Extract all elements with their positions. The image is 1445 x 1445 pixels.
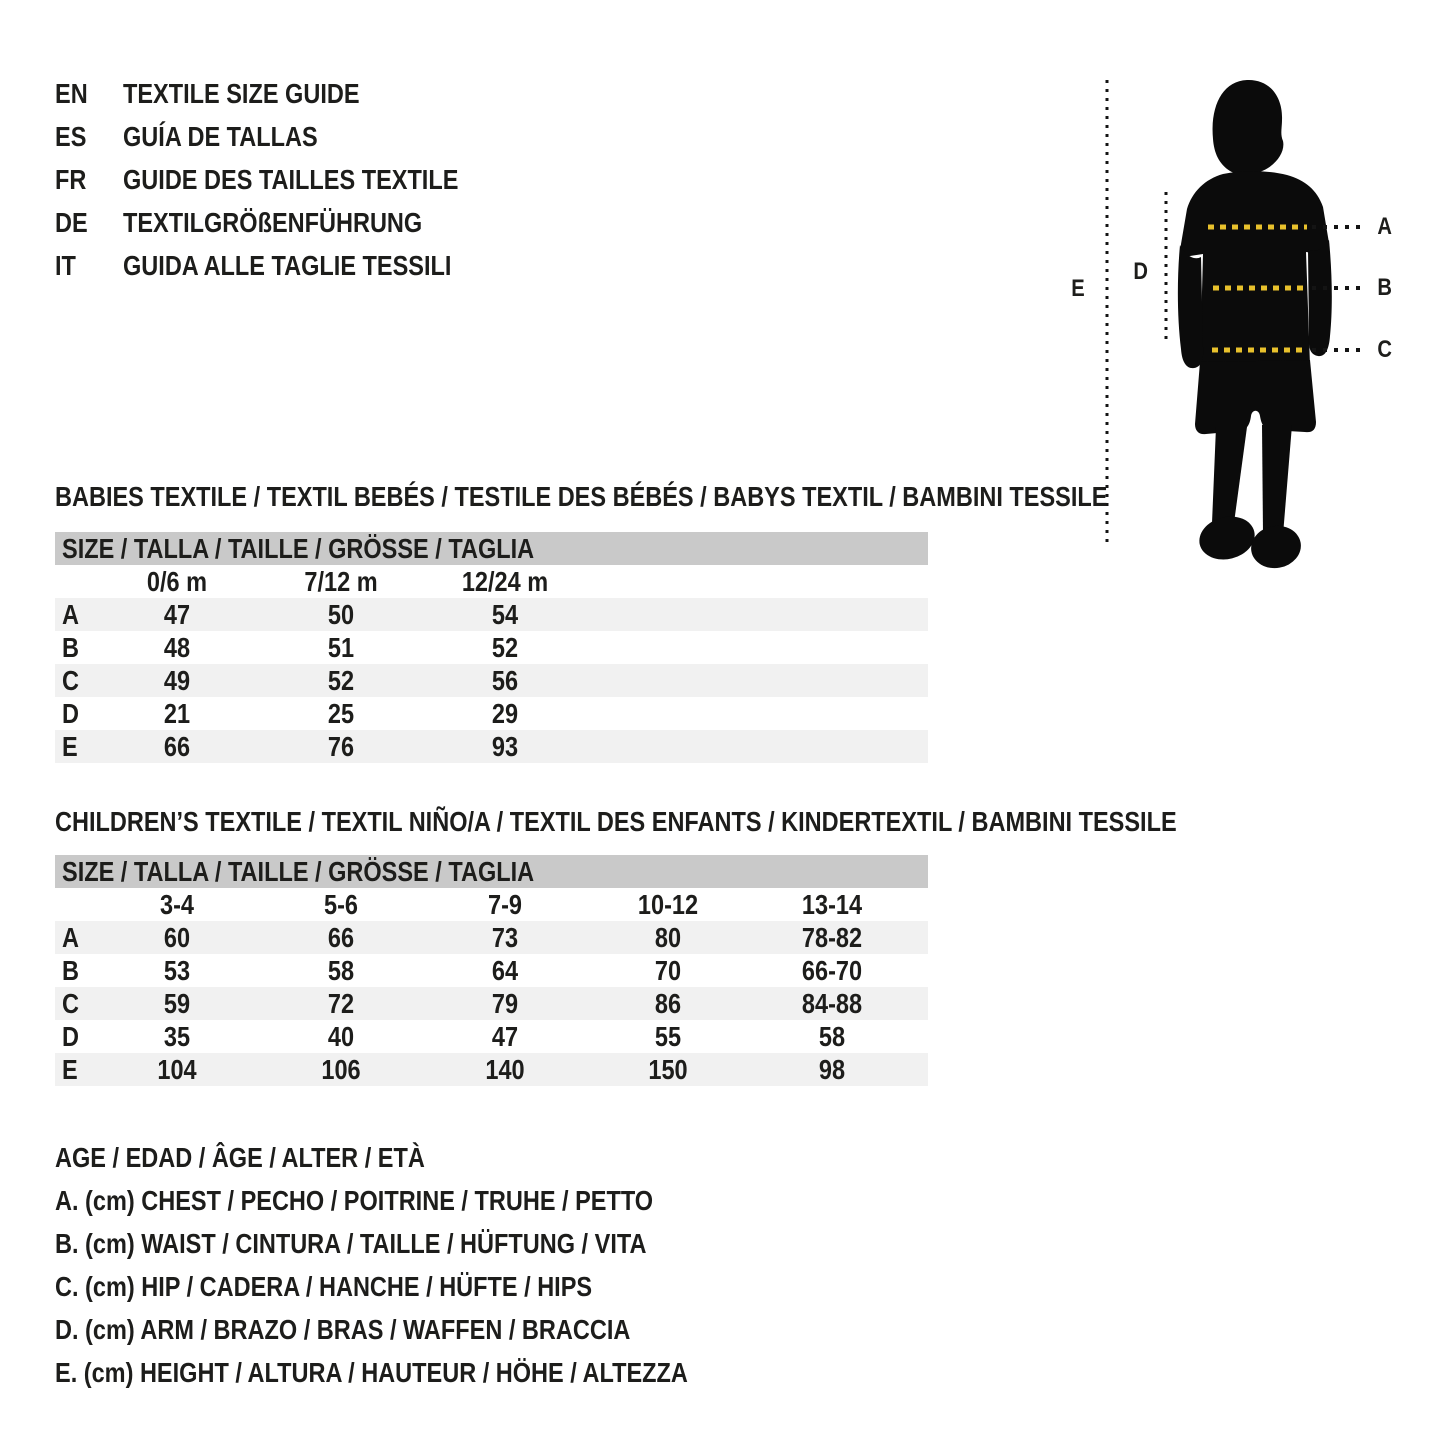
row-label: D xyxy=(62,698,79,729)
table-cell: 58 xyxy=(818,1021,846,1052)
child-right-arm xyxy=(1308,240,1332,356)
table-cell: 58 xyxy=(327,955,355,986)
legend-text: AGE / EDAD / ÂGE / ALTER / ETÀ xyxy=(55,1142,425,1173)
table-cell: 60 xyxy=(163,922,191,953)
table-row xyxy=(55,921,928,954)
table-cell: 98 xyxy=(818,1054,846,1085)
size-header-band xyxy=(55,855,928,888)
row-label: A xyxy=(62,599,79,630)
column-header: 5-6 xyxy=(324,889,358,920)
table-cell: 48 xyxy=(163,632,191,663)
row-label: B xyxy=(62,632,79,663)
table-cell: 47 xyxy=(491,1021,519,1052)
child-silhouette xyxy=(1178,80,1332,572)
table-cell: 55 xyxy=(654,1021,682,1052)
children-section-title: CHILDREN’S TEXTILE / TEXTIL NIÑO/A / TEXTIL DES ENFANTS / KINDERTEXTIL / BAMBINI TESSILE xyxy=(55,806,1177,837)
table-cell: 49 xyxy=(163,665,191,696)
table-cell: 72 xyxy=(327,988,355,1019)
table-cell: 66-70 xyxy=(801,955,863,986)
size-header-text: SIZE / TALLA / TAILLE / GRÖSSE / TAGLIA xyxy=(62,856,535,887)
table-cell: 70 xyxy=(654,955,682,986)
babies-size-table xyxy=(55,532,928,763)
column-header: 0/6 m xyxy=(146,566,208,597)
table-cell: 52 xyxy=(491,632,519,663)
table-cell: 73 xyxy=(491,922,519,953)
row-label: C xyxy=(62,665,79,696)
table-cell: 80 xyxy=(654,922,682,953)
table-row xyxy=(55,664,928,697)
column-header: 13-14 xyxy=(801,889,863,920)
child-shorts xyxy=(1195,360,1316,434)
language-title: GUIDE DES TAILLES TEXTILE xyxy=(123,164,459,195)
language-title: TEXTILE SIZE GUIDE xyxy=(123,78,360,109)
table-cell: 76 xyxy=(327,731,355,762)
legend-text: B. (cm) WAIST / CINTURA / TAILLE / HÜFTUNG / VITA xyxy=(55,1228,647,1259)
table-cell: 56 xyxy=(491,665,519,696)
table-cell: 21 xyxy=(163,698,191,729)
table-cell: 35 xyxy=(163,1021,191,1052)
figure-label-a: A xyxy=(1377,213,1392,240)
language-code: DE xyxy=(55,207,88,238)
child-left-arm xyxy=(1178,245,1203,368)
language-code: FR xyxy=(55,164,87,195)
table-row xyxy=(55,598,928,631)
legend-text: C. (cm) HIP / CADERA / HANCHE / HÜFTE / HIPS xyxy=(55,1271,593,1302)
legend-text: D. (cm) ARM / BRAZO / BRAS / WAFFEN / BRACCIA xyxy=(55,1314,631,1345)
table-cell: 40 xyxy=(327,1021,355,1052)
figure-label-e: E xyxy=(1071,275,1085,302)
size-header-text: SIZE / TALLA / TAILLE / GRÖSSE / TAGLIA xyxy=(62,533,535,564)
row-label: E xyxy=(62,1054,78,1085)
size-header-band xyxy=(55,532,928,565)
figure-label-d: D xyxy=(1133,258,1148,285)
child-right-shoe xyxy=(1248,522,1305,572)
table-cell: 53 xyxy=(163,955,191,986)
table-cell: 104 xyxy=(157,1054,197,1085)
legend-text: E. (cm) HEIGHT / ALTURA / HAUTEUR / HÖHE / ALTEZZA xyxy=(55,1357,688,1388)
table-cell: 25 xyxy=(327,698,355,729)
column-header-row xyxy=(55,565,928,598)
table-cell: 50 xyxy=(327,599,355,630)
row-label: C xyxy=(62,988,79,1019)
child-head xyxy=(1213,80,1284,175)
row-label: E xyxy=(62,731,78,762)
column-header: 7/12 m xyxy=(304,566,378,597)
legend-text: A. (cm) CHEST / PECHO / POITRINE / TRUHE / PETTO xyxy=(55,1185,654,1216)
table-cell: 52 xyxy=(327,665,355,696)
table-cell: 78-82 xyxy=(801,922,863,953)
child-left-shoe xyxy=(1195,511,1259,565)
table-cell: 29 xyxy=(491,698,519,729)
language-title: TEXTILGRÖßENFÜHRUNG xyxy=(123,207,423,238)
table-row xyxy=(55,954,928,987)
figure-label-b: B xyxy=(1377,274,1392,301)
column-header: 3-4 xyxy=(160,889,194,920)
column-header: 7-9 xyxy=(488,889,522,920)
figure-label-c: C xyxy=(1377,336,1392,363)
table-cell: 47 xyxy=(163,599,191,630)
table-cell: 86 xyxy=(654,988,682,1019)
table-row xyxy=(55,1053,928,1086)
table-cell: 59 xyxy=(163,988,191,1019)
row-label: B xyxy=(62,955,79,986)
language-title: GUIDA ALLE TAGLIE TESSILI xyxy=(123,250,452,281)
child-right-leg xyxy=(1262,425,1292,535)
table-cell: 150 xyxy=(648,1054,688,1085)
table-cell: 54 xyxy=(491,599,519,630)
column-header: 10-12 xyxy=(637,889,699,920)
column-header: 12/24 m xyxy=(461,566,549,597)
table-row xyxy=(55,697,928,730)
table-cell: 140 xyxy=(485,1054,525,1085)
babies-section-title: BABIES TEXTILE / TEXTIL BEBÉS / TESTILE DES BÉBÉS / BABYS TEXTIL / BAMBINI TESSILE xyxy=(55,481,1108,512)
row-label: A xyxy=(62,922,79,953)
table-cell: 84-88 xyxy=(801,988,863,1019)
table-row xyxy=(55,730,928,763)
column-header-row xyxy=(55,888,928,921)
child-left-leg xyxy=(1212,427,1247,523)
table-cell: 106 xyxy=(321,1054,361,1085)
table-row xyxy=(55,1020,928,1053)
measurement-figure xyxy=(1040,60,1445,600)
child-torso xyxy=(1181,171,1329,374)
table-cell: 51 xyxy=(327,632,355,663)
children-size-table xyxy=(55,855,928,1086)
row-label: D xyxy=(62,1021,79,1052)
language-code: EN xyxy=(55,78,88,109)
table-cell: 93 xyxy=(491,731,519,762)
table-cell: 79 xyxy=(491,988,519,1019)
table-row xyxy=(55,987,928,1020)
language-code: ES xyxy=(55,121,87,152)
table-cell: 64 xyxy=(491,955,519,986)
child-silhouette-diagram xyxy=(1040,60,1445,600)
table-cell: 66 xyxy=(327,922,355,953)
table-row xyxy=(55,631,928,664)
language-code: IT xyxy=(55,250,76,281)
table-cell: 66 xyxy=(163,731,191,762)
language-title: GUÍA DE TALLAS xyxy=(123,121,318,152)
